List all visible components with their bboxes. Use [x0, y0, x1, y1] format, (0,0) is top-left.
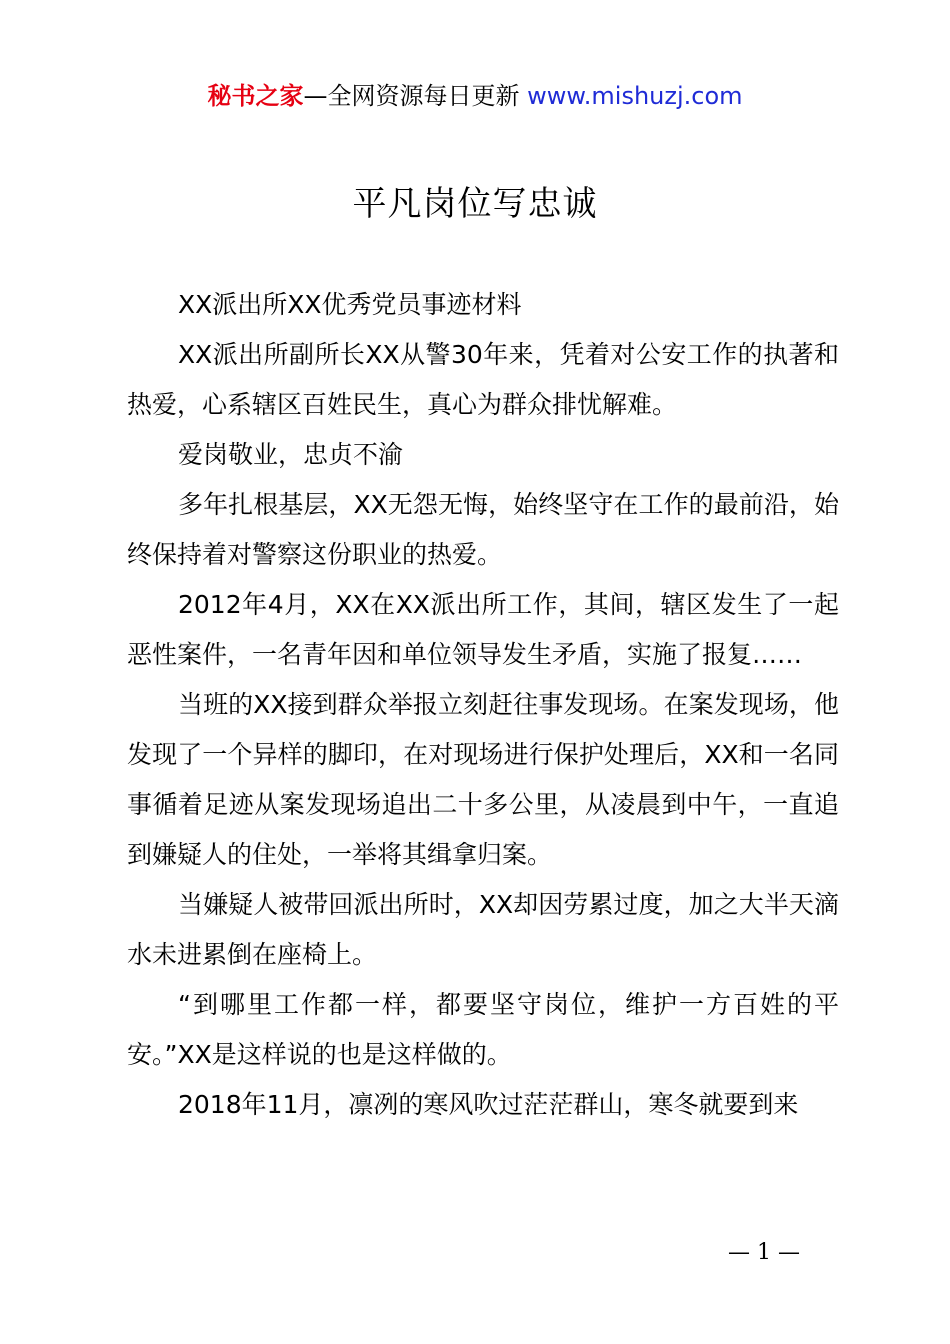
paragraph: 2018年11月，凛冽的寒风吹过茫茫群山，寒冬就要到来 [178, 1090, 799, 1119]
site-tagline: —全网资源每日更新 [303, 82, 520, 110]
document-title: 平凡岗位写忠诚 [352, 184, 598, 224]
site-brand: 秘书之家 [207, 82, 304, 110]
paragraph: 当嫌疑人被带回派出所时，XX却因劳累过度，加之大半天滴水未进累倒在座椅上。 [127, 890, 839, 969]
paragraph: 爱岗敬业，忠贞不渝 [178, 440, 404, 469]
paragraph: XX派出所副所长XX从警30年来，凭着对公安工作的执著和热爱，心系辖区百姓民生，真心为群众排忧解难。 [127, 340, 839, 419]
paragraph: XX派出所XX优秀党员事迹材料 [178, 290, 522, 319]
document-body [127, 280, 839, 1130]
paragraph: 多年扎根基层，XX无怨无悔，始终坚守在工作的最前沿，始终保持着对警察这份职业的热爱。 [127, 490, 839, 569]
site-header [0, 80, 950, 112]
paragraph: 当班的XX接到群众举报立刻赶往事发现场。在案发现场，他发现了一个异样的脚印，在对现场进行保护处理后，XX和一名同事循着足迹从案发现场追出二十多公里，从凌晨到中午，一直追到嫌疑人的住处，一举将其缉拿归案。 [127, 690, 839, 869]
site-url-link[interactable]: www.mishuzj.com [527, 82, 743, 110]
paragraph: 2012年4月，XX在XX派出所工作，其间，辖区发生了一起恶性案件，一名青年因和单位领导发生矛盾，实施了报复…… [127, 590, 839, 669]
page-number: — 1 — [728, 1240, 800, 1265]
paragraph: “到哪里工作都一样，都要坚守岗位，维护一方百姓的平安。”XX是这样说的也是这样做的。 [127, 990, 839, 1069]
